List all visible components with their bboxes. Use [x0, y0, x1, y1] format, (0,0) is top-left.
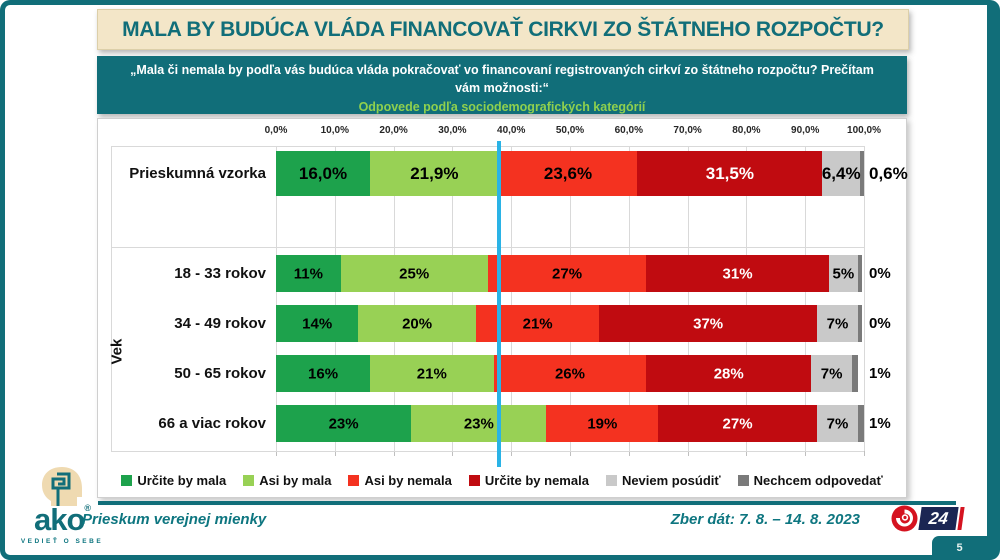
- ako-wordmark: ako®: [33, 502, 91, 537]
- bar-row: [276, 255, 864, 292]
- title-banner: [97, 9, 909, 50]
- segment-value-label: 16%: [308, 365, 339, 382]
- row-label: 18 - 33 rokov: [174, 265, 266, 282]
- segment-value-label-outside: 0%: [869, 315, 891, 332]
- legend-item: [348, 473, 451, 488]
- bar-row: [276, 151, 864, 196]
- legend-item: [606, 473, 721, 488]
- segment-value-label: 31%: [722, 265, 753, 282]
- axis-tick-label: 10,0%: [320, 125, 349, 136]
- tv-swirl-icon: [891, 505, 918, 532]
- bar-segment: [276, 255, 341, 292]
- bar-segment: [411, 405, 546, 442]
- bar-segment: [829, 255, 858, 292]
- segment-value-label-outside: 0%: [869, 265, 891, 282]
- legend-swatch: [738, 475, 749, 486]
- axis-tick-label: 90,0%: [791, 125, 820, 136]
- segment-value-label: 7%: [820, 365, 843, 382]
- segment-value-label: 23,6%: [543, 163, 593, 183]
- legend-label: Neviem posúdiť: [621, 473, 721, 488]
- legend-label: Nechcem odpovedať: [753, 473, 883, 488]
- segment-value-label: 6,4%: [821, 163, 861, 183]
- segment-value-label: 19%: [587, 415, 618, 432]
- axis-tick-label: 60,0%: [614, 125, 643, 136]
- page-title: MALA BY BUDÚCA VLÁDA FINANCOVAŤ CIRKVI ZO ŠTÁTNEHO ROZPOČTU?: [122, 17, 884, 41]
- band-separator: [111, 247, 864, 248]
- bar-segment: [646, 255, 828, 292]
- axis-tick-label: 70,0%: [673, 125, 702, 136]
- subtitle-note: Odpovede podľa sociodemografických kategórií: [358, 100, 646, 115]
- segment-value-label: 21%: [416, 365, 447, 382]
- legend-label: Asi by mala: [259, 473, 332, 488]
- chart-legend: [98, 473, 906, 488]
- segment-value-label: 21,9%: [410, 163, 459, 183]
- legend-swatch: [469, 475, 480, 486]
- bar-row: [276, 355, 864, 392]
- segment-value-label: 7%: [826, 315, 849, 332]
- axis-tick-label: 40,0%: [497, 125, 526, 136]
- bar-row: [276, 305, 864, 342]
- row-label: 66 a viac rokov: [158, 415, 266, 432]
- bar-segment: [370, 355, 493, 392]
- bar-segment: [499, 151, 638, 196]
- ako-tagline: VEDIEŤ O SEBE: [20, 538, 104, 545]
- bar-segment: [494, 355, 647, 392]
- bar-segment: [488, 255, 647, 292]
- bar-segment: [276, 305, 358, 342]
- label-column-line: [111, 146, 112, 451]
- axis-tick-label: 20,0%: [379, 125, 408, 136]
- reference-line: [497, 141, 501, 467]
- axis-tick-label: 0,0%: [264, 125, 288, 136]
- tv-number-box: [918, 507, 958, 530]
- axis-group-label: Vek: [108, 338, 126, 365]
- bar-segment: [817, 305, 858, 342]
- segment-value-label-outside: 1%: [869, 365, 891, 382]
- segment-value-label: 7%: [826, 415, 849, 432]
- legend-item: [243, 473, 331, 488]
- segment-value-label: 5%: [832, 265, 855, 282]
- bar-segment: [370, 151, 499, 196]
- segment-value-label: 14%: [302, 315, 333, 332]
- bar-segment: [599, 305, 817, 342]
- bar-segment: [637, 151, 822, 196]
- segment-value-label: 27%: [722, 415, 753, 432]
- data-collection-dates: Zber dát: 7. 8. – 14. 8. 2023: [670, 511, 860, 528]
- row-label: Prieskumná vzorka: [129, 165, 266, 182]
- band-separator: [111, 146, 864, 147]
- bar-segment: [858, 405, 864, 442]
- bar-segment: [358, 305, 476, 342]
- legend-label: Určite by nemala: [484, 473, 589, 488]
- row-label: 50 - 65 rokov: [174, 365, 266, 382]
- survey-question: „Mala či nemala by podľa vás budúca vláda pokračovať vo financovaní registrovaných cirkví zo štátneho rozpočtu? Prečítam vám možnosti:“: [130, 63, 874, 96]
- legend-swatch: [243, 475, 254, 486]
- segment-value-label: 21%: [522, 315, 553, 332]
- legend-swatch: [606, 475, 617, 486]
- bar-segment: [852, 355, 858, 392]
- segment-value-label: 25%: [399, 265, 430, 282]
- segment-value-label-outside: 1%: [869, 415, 891, 432]
- segment-value-label: 27%: [552, 265, 583, 282]
- axis-tick-label: 100,0%: [847, 125, 881, 136]
- page-number: 5: [956, 542, 963, 554]
- segment-value-label: 23%: [328, 415, 359, 432]
- subtitle-banner: [97, 56, 907, 114]
- bar-row: [276, 405, 864, 442]
- tv-slash: [957, 507, 964, 530]
- bar-segment: [276, 405, 411, 442]
- bar-segment: [860, 151, 864, 196]
- axis-tick-label: 50,0%: [555, 125, 585, 136]
- bar-segment: [276, 151, 370, 196]
- tv-channel-logo: [891, 504, 967, 532]
- legend-item: [121, 473, 226, 488]
- bar-segment: [822, 151, 860, 196]
- bar-segment: [646, 355, 811, 392]
- segment-value-label: 31,5%: [705, 163, 754, 183]
- registered-mark: ®: [84, 503, 91, 513]
- axis-tick-label: 30,0%: [438, 125, 467, 136]
- legend-item: [738, 473, 883, 488]
- bar-segment: [817, 405, 858, 442]
- segment-value-label: 26%: [554, 365, 585, 382]
- footer-divider: [98, 501, 956, 505]
- segment-value-label: 11%: [293, 265, 323, 282]
- legend-label: Určite by mala: [137, 473, 227, 488]
- segment-value-label: 16,0%: [298, 163, 348, 183]
- axis-tick-label: 80,0%: [732, 125, 761, 136]
- band-separator: [111, 451, 864, 452]
- gridline: [864, 146, 865, 451]
- bar-segment: [811, 355, 852, 392]
- bar-segment: [276, 355, 370, 392]
- legend-swatch: [348, 475, 359, 486]
- bar-segment: [858, 255, 862, 292]
- legend-item: [469, 473, 589, 488]
- legend-swatch: [121, 475, 132, 486]
- footer-caption: Prieskum verejnej mienky: [82, 511, 267, 528]
- chart-panel: [97, 118, 907, 498]
- segment-value-label: 23%: [463, 415, 494, 432]
- bar-segment: [858, 305, 862, 342]
- ako-head-icon: [33, 466, 91, 506]
- bar-segment: [476, 305, 599, 342]
- segment-value-label: 28%: [713, 365, 744, 382]
- bar-segment: [546, 405, 658, 442]
- bar-segment: [341, 255, 488, 292]
- tv-number: 24: [927, 508, 950, 527]
- segment-value-label: 20%: [402, 315, 433, 332]
- legend-label: Asi by nemala: [364, 473, 452, 488]
- segment-value-label: 37%: [693, 315, 724, 332]
- segment-value-label-outside: 0,6%: [869, 163, 908, 183]
- page-number-tab: [932, 536, 987, 560]
- row-label: 34 - 49 rokov: [174, 315, 266, 332]
- bar-segment: [658, 405, 817, 442]
- axis-tick-mark: [864, 451, 865, 456]
